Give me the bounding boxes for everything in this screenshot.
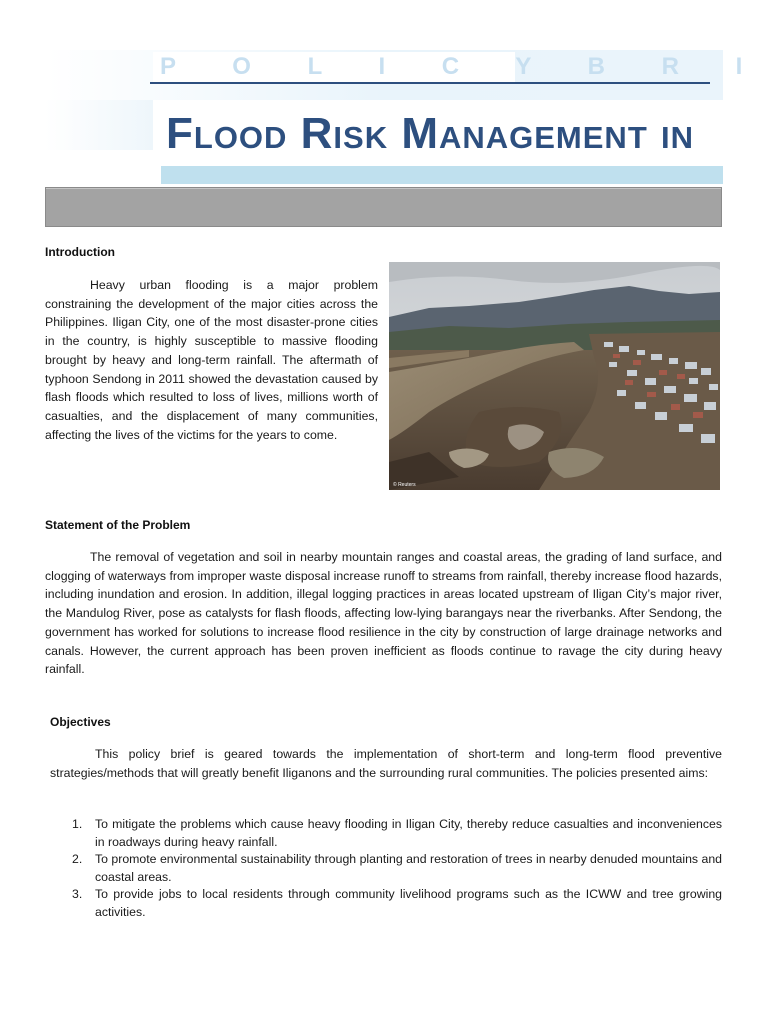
list-item-text: To promote environmental sustainability through planting and restoration of trees in nearby denuded mountains and coastal areas. (95, 852, 722, 884)
header-left-strip (45, 100, 153, 150)
objectives-heading: Objectives (50, 715, 111, 729)
list-item-number: 2. (72, 852, 83, 866)
problem-paragraph: The removal of vegetation and soil in nearby mountain ranges and coastal areas, the grading of land surface, and clogging of waterways from improper waste disposal increase runoff to streams from rainfall, thereby increase flood hazards, including inundation and erosion. In addition, illegal logging practices in areas located upstream of Iligan City’s major river, the Mandulog River, pose as catalysts for flash floods, affecting low-lying barangays near the riverbanks. After Sendong, the government has worked for solutions to increase flood resilience in the city by construction of large drainage networks and canals. However, the current approach has been proven inefficient as floods continue to ravage the city during heavy rainfall. (45, 550, 722, 677)
flood-aftermath-photo (389, 262, 720, 490)
objectives-paragraph: This policy brief is geared towards the implementation of short-term and long-term flood preventive strategies/methods that will greatly benefit Iliganons and the surrounding rural communities. The policies presented aims: (50, 747, 722, 780)
intro-paragraph: Heavy urban flooding is a major problem constraining the development of the major cities across the Philippines. Iligan City, one of the most disaster-prone cities in the country, is highly susceptible to massive flooding brought by heavy and long-term rainfall. The aftermath of typhoon Sendong in 2011 showed the devastation caused by flash floods which resulted to loss of lives, millions worth of casualties, and the displacement of many communities, affecting the lives of the victims for the years to come. (45, 278, 378, 442)
list-item (50, 816, 722, 851)
header-blue-bar (161, 166, 723, 184)
list-item-number: 3. (72, 887, 83, 901)
document-title: Flood Risk Management in (166, 109, 694, 158)
header-rule (150, 82, 710, 84)
list-item (50, 886, 722, 921)
list-item-number: 1. (72, 817, 83, 831)
header-gray-bar (45, 187, 722, 227)
header-kicker: P O L I C Y B R I (160, 53, 768, 80)
list-item-text: To mitigate the problems which cause heavy flooding in Iligan City, thereby reduce casualties and inconveniences in roadways during heavy rainfall. (95, 817, 722, 849)
list-item-text: To provide jobs to local residents through community livelihood programs such as the ICWW and tree growing activities. (95, 887, 722, 919)
objectives-list (50, 816, 722, 921)
intro-heading: Introduction (45, 245, 115, 259)
problem-heading: Statement of the Problem (45, 518, 191, 532)
photo-credit: © Reuters (393, 482, 416, 488)
list-item (50, 851, 722, 886)
